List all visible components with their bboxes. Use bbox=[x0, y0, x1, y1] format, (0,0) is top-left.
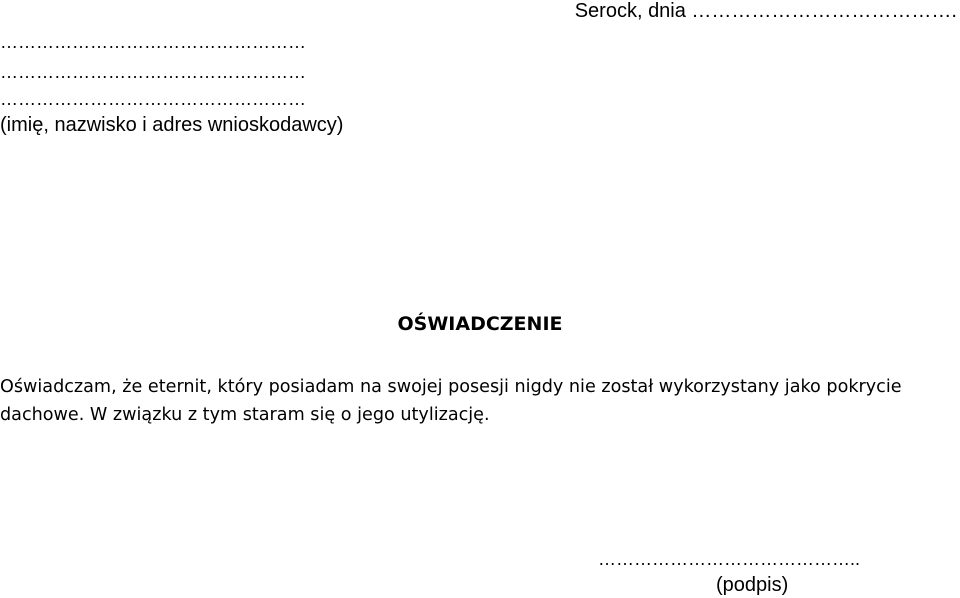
applicant-line-2: …………………………………………… bbox=[0, 62, 306, 82]
signature-line: …………………………………….. bbox=[598, 549, 861, 569]
document-title: OŚWIADCZENIE bbox=[397, 313, 563, 335]
statement-paragraph bbox=[0, 373, 960, 429]
statement-line-1: Oświadczam, że eternit, który posiadam na swojej posesji nigdy nie został wykorzystany jako pokrycie bbox=[0, 377, 902, 397]
statement-line-2: dachowe. W związku z tym staram się o jego utylizację. bbox=[0, 405, 490, 425]
place-and-date: Serock, dnia …………………………………. bbox=[574, 0, 957, 22]
applicant-line-3: …………………………………………… bbox=[0, 89, 306, 109]
signature-caption: (podpis) bbox=[716, 574, 789, 596]
applicant-caption: (imię, nazwisko i adres wnioskodawcy) bbox=[0, 114, 344, 136]
applicant-line-1: …………………………………………… bbox=[0, 32, 306, 52]
